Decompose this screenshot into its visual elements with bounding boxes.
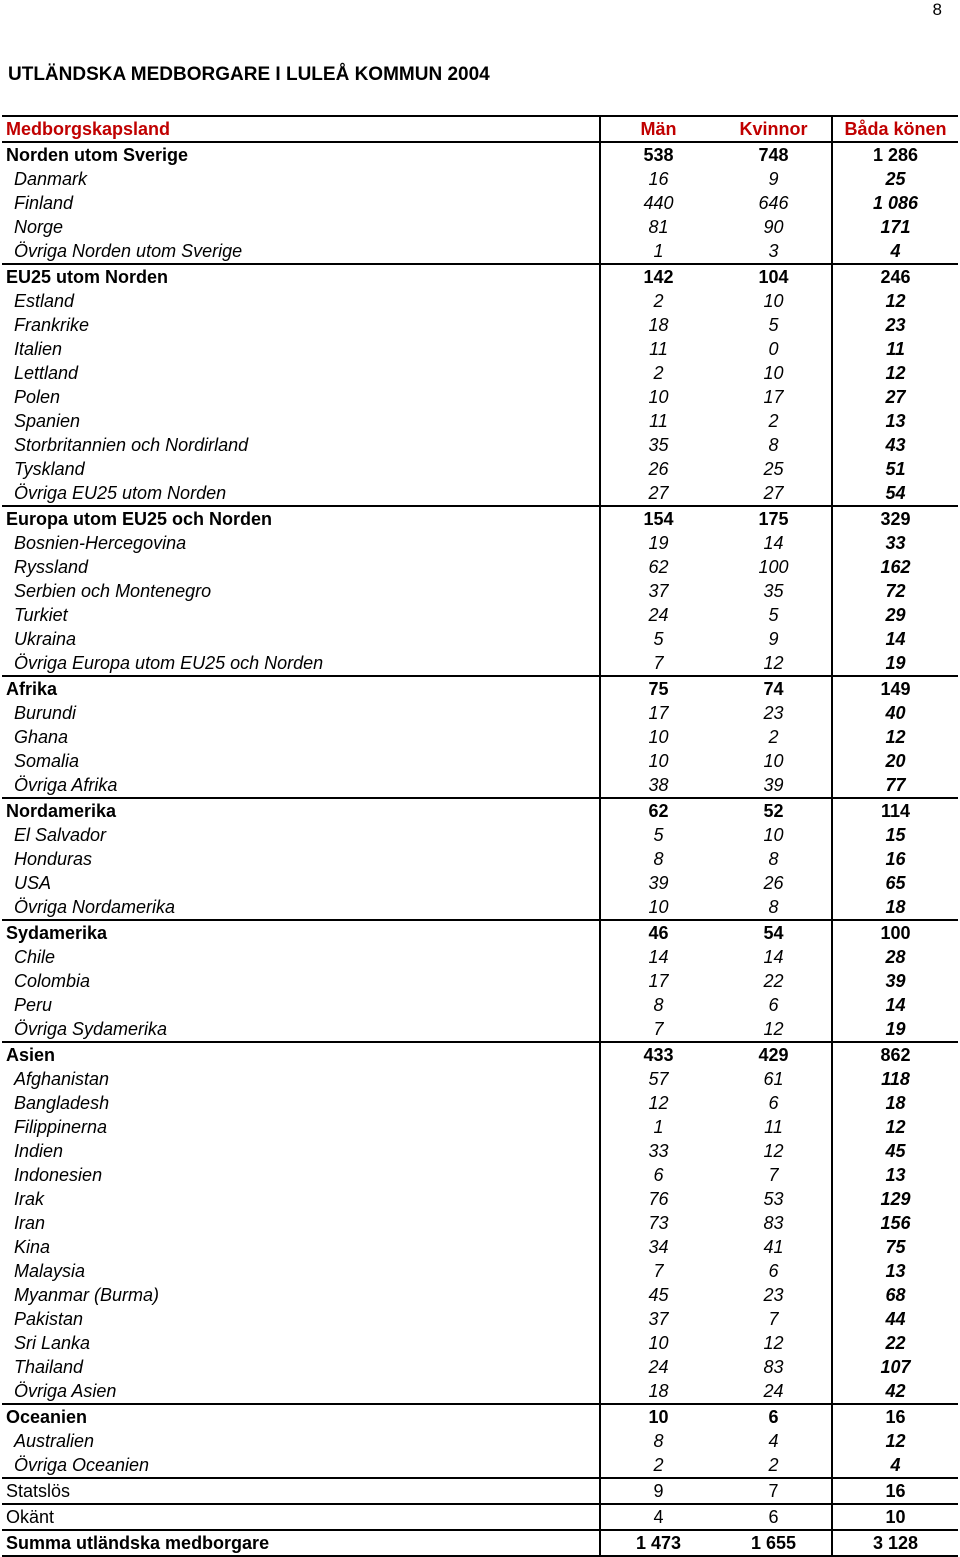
row-women-cell: 10 [763,291,784,311]
row-country-cell: Pakistan [14,1309,84,1329]
row-women-cell: 22 [763,971,784,991]
table-row [2,1283,958,1307]
row-women-cell: 8 [768,897,779,917]
table-group-row [2,798,958,823]
row-total-cell: 44 [832,1307,958,1331]
row-men-cell: 26 [600,457,716,481]
table-row [2,1379,958,1404]
row-men-cell: 34 [600,1235,716,1259]
table-header-row [2,116,958,142]
page-title: UTLÄNDSKA MEDBORGARE I LULEÅ KOMMUN 2004 [8,64,490,85]
row-men-cell: 10 [600,1331,716,1355]
row-women-cell: 26 [763,873,784,893]
row-country-cell: USA [14,873,52,893]
row-country-cell: Italien [14,339,63,359]
row-total-cell: 129 [832,1187,958,1211]
row-total-cell: 14 [832,627,958,651]
row-men-cell: 154 [600,506,716,531]
row-country-cell: Kina [14,1237,51,1257]
row-total-cell: 18 [832,895,958,920]
row-country-cell: Oceanien [2,1404,600,1429]
row-women-cell: 4 [768,1431,779,1451]
row-country-cell: Ukraina [14,629,77,649]
row-women-cell: 10 [763,825,784,845]
row-men-cell: 17 [600,969,716,993]
row-country-cell: Summa utländska medborgare [2,1530,600,1556]
row-women-cell: 100 [758,557,789,577]
row-women-cell: 39 [763,775,784,795]
row-country-cell: Polen [14,387,61,407]
row-country-cell: Okänt [2,1504,600,1530]
row-total-cell: 22 [832,1331,958,1355]
row-women-cell: 83 [763,1213,784,1233]
row-country-cell: Ryssland [14,557,89,577]
row-country-cell: Övriga EU25 utom Norden [14,483,227,503]
row-men-cell: 7 [600,1259,716,1283]
row-total-cell: 15 [832,823,958,847]
row-women-cell: 1 655 [716,1530,832,1556]
row-men-cell: 46 [600,920,716,945]
table-row [2,1235,958,1259]
table-row [2,1211,958,1235]
row-total-cell: 68 [832,1283,958,1307]
row-men-cell: 62 [600,555,716,579]
row-men-cell: 12 [600,1091,716,1115]
row-men-cell: 8 [600,847,716,871]
row-men-cell: 8 [600,1429,716,1453]
table-row [2,1259,958,1283]
row-country-cell: Övriga Sydamerika [14,1019,168,1039]
row-women-cell: 10 [763,363,784,383]
table-row [2,749,958,773]
row-women-cell: 2 [768,411,779,431]
row-men-cell: 14 [600,945,716,969]
row-total-cell: 12 [832,289,958,313]
row-country-cell: Myanmar (Burma) [14,1285,160,1305]
table-row [2,1067,958,1091]
row-men-cell: 75 [600,676,716,701]
row-country-cell: El Salvador [14,825,107,845]
row-women-cell: 23 [763,1285,784,1305]
row-total-cell: 329 [832,506,958,531]
row-country-cell: Estland [14,291,75,311]
row-total-cell: 862 [832,1042,958,1067]
row-women-cell: 5 [768,605,779,625]
row-country-cell: Övriga Europa utom EU25 och Norden [14,653,324,673]
table-row [2,871,958,895]
row-men-cell: 11 [600,409,716,433]
table-row [2,1187,958,1211]
row-men-cell: 81 [600,215,716,239]
row-men-cell: 1 [600,1115,716,1139]
row-country-cell: Europa utom EU25 och Norden [2,506,600,531]
table-row [2,167,958,191]
table-row [2,239,958,264]
row-men-cell: 38 [600,773,716,798]
row-women-cell: 41 [763,1237,784,1257]
row-total-cell: 42 [832,1379,958,1404]
row-total-cell: 65 [832,871,958,895]
row-total-cell: 45 [832,1139,958,1163]
row-country-cell: Norden utom Sverige [2,142,600,167]
row-country-cell: Chile [14,947,56,967]
row-men-cell: 10 [600,725,716,749]
row-total-cell: 16 [832,847,958,871]
row-women-cell: 11 [764,1117,783,1137]
row-total-cell: 12 [832,361,958,385]
table-row [2,215,958,239]
row-country-cell: Tyskland [14,459,85,479]
table-row [2,313,958,337]
row-men-cell: 33 [600,1139,716,1163]
row-country-cell: Statslös [2,1478,600,1504]
row-men-cell: 9 [600,1478,716,1504]
table-row [2,289,958,313]
row-country-cell: Malaysia [14,1261,86,1281]
row-total-cell: 107 [832,1355,958,1379]
row-men-cell: 18 [600,313,716,337]
row-men-cell: 19 [600,531,716,555]
row-total-cell: 18 [832,1091,958,1115]
table-row [2,1307,958,1331]
table-row [2,725,958,749]
row-total-cell: 11 [832,337,958,361]
row-women-cell: 6 [716,1504,832,1530]
table-row [2,457,958,481]
row-women-cell: 52 [716,798,832,823]
row-women-cell: 5 [768,315,779,335]
table-row [2,579,958,603]
row-country-cell: Övriga Nordamerika [14,897,176,917]
table-row [2,555,958,579]
row-total-cell: 246 [832,264,958,289]
row-country-cell: Honduras [14,849,93,869]
row-country-cell: Thailand [14,1357,84,1377]
row-country-cell: Indonesien [14,1165,103,1185]
row-women-cell: 12 [763,653,784,673]
row-women-cell: 429 [716,1042,832,1067]
row-women-cell: 7 [716,1478,832,1504]
row-women-cell: 8 [768,849,779,869]
table-row [2,701,958,725]
row-women-cell: 8 [768,435,779,455]
row-total-cell: 10 [832,1504,958,1530]
column-header-total: Båda könen [832,116,958,142]
table-row [2,823,958,847]
row-total-cell: 156 [832,1211,958,1235]
row-women-cell: 104 [716,264,832,289]
row-men-cell: 35 [600,433,716,457]
row-men-cell: 17 [600,701,716,725]
row-country-cell: Indien [14,1141,64,1161]
row-men-cell: 37 [600,579,716,603]
row-total-cell: 3 128 [832,1530,958,1556]
row-men-cell: 10 [600,1404,716,1429]
row-country-cell: Spanien [14,411,81,431]
row-total-cell: 39 [832,969,958,993]
row-country-cell: Finland [14,193,74,213]
row-total-cell: 54 [832,481,958,506]
row-total-cell: 4 [832,1453,958,1478]
row-country-cell: Frankrike [14,315,90,335]
row-total-cell: 43 [832,433,958,457]
table-row [2,651,958,676]
table-row [2,1478,958,1504]
row-men-cell: 24 [600,1355,716,1379]
row-men-cell: 433 [600,1042,716,1067]
row-men-cell: 142 [600,264,716,289]
row-women-cell: 6 [768,1261,779,1281]
row-country-cell: Burundi [14,703,77,723]
row-total-cell: 12 [832,1115,958,1139]
row-women-cell: 10 [763,751,784,771]
table-summary-row [2,1530,958,1556]
row-total-cell: 12 [832,725,958,749]
row-men-cell: 39 [600,871,716,895]
row-total-cell: 1 086 [832,191,958,215]
table-group-row [2,920,958,945]
table-row [2,191,958,215]
row-men-cell: 7 [600,1017,716,1042]
column-header-country: Medborgskapsland [2,116,600,142]
row-total-cell: 100 [832,920,958,945]
table-row [2,1331,958,1355]
table-row [2,1091,958,1115]
row-women-cell: 2 [768,1455,779,1475]
row-men-cell: 2 [600,361,716,385]
row-women-cell: 25 [763,459,784,479]
row-country-cell: Övriga Asien [14,1381,117,1401]
column-header-women: Kvinnor [716,116,832,142]
row-women-cell: 12 [763,1333,784,1353]
row-total-cell: 72 [832,579,958,603]
row-total-cell: 12 [832,1429,958,1453]
table-row [2,945,958,969]
row-men-cell: 73 [600,1211,716,1235]
table-row [2,337,958,361]
row-total-cell: 51 [832,457,958,481]
row-total-cell: 149 [832,676,958,701]
row-women-cell: 14 [763,533,784,553]
row-total-cell: 1 286 [832,142,958,167]
row-men-cell: 538 [600,142,716,167]
table-row [2,361,958,385]
table-row [2,1453,958,1478]
row-total-cell: 19 [832,1017,958,1042]
row-men-cell: 37 [600,1307,716,1331]
row-total-cell: 16 [832,1478,958,1504]
row-women-cell: 17 [763,387,784,407]
row-total-cell: 171 [832,215,958,239]
row-country-cell: Sydamerika [2,920,600,945]
row-country-cell: Filippinerna [14,1117,108,1137]
row-country-cell: Norge [14,217,64,237]
row-country-cell: Nordamerika [2,798,600,823]
row-women-cell: 14 [763,947,784,967]
row-total-cell: 13 [832,1259,958,1283]
table-row [2,773,958,798]
row-men-cell: 18 [600,1379,716,1404]
row-women-cell: 12 [763,1019,784,1039]
row-country-cell: Somalia [14,751,80,771]
row-women-cell: 748 [716,142,832,167]
row-men-cell: 10 [600,895,716,920]
table-group-row [2,676,958,701]
row-women-cell: 9 [768,629,779,649]
row-women-cell: 74 [716,676,832,701]
row-men-cell: 8 [600,993,716,1017]
row-total-cell: 29 [832,603,958,627]
table-row [2,1355,958,1379]
row-men-cell: 1 473 [600,1530,716,1556]
row-country-cell: Övriga Norden utom Sverige [14,241,243,261]
row-women-cell: 2 [768,727,779,747]
table-group-row [2,1042,958,1067]
row-total-cell: 27 [832,385,958,409]
table-row [2,895,958,920]
table-group-row [2,142,958,167]
table-body [2,142,958,1556]
row-country-cell: EU25 utom Norden [2,264,600,289]
row-women-cell: 83 [763,1357,784,1377]
table-row [2,1017,958,1042]
row-country-cell: Australien [14,1431,95,1451]
row-total-cell: 25 [832,167,958,191]
row-country-cell: Afrika [2,676,600,701]
row-total-cell: 23 [832,313,958,337]
row-women-cell: 12 [763,1141,784,1161]
row-women-cell: 6 [768,995,779,1015]
row-men-cell: 16 [600,167,716,191]
row-total-cell: 19 [832,651,958,676]
row-women-cell: 6 [716,1404,832,1429]
table-row [2,1504,958,1530]
row-women-cell: 24 [763,1381,784,1401]
table-row [2,531,958,555]
row-men-cell: 76 [600,1187,716,1211]
row-women-cell: 0 [768,339,779,359]
table-group-row [2,506,958,531]
row-total-cell: 16 [832,1404,958,1429]
table-row [2,1115,958,1139]
row-men-cell: 11 [600,337,716,361]
row-men-cell: 1 [600,239,716,264]
row-country-cell: Ghana [14,727,69,747]
table-row [2,993,958,1017]
row-country-cell: Iran [14,1213,46,1233]
citizenship-table [2,115,958,1557]
row-country-cell: Serbien och Montenegro [14,581,212,601]
row-women-cell: 7 [768,1165,779,1185]
row-total-cell: 118 [832,1067,958,1091]
table-row [2,603,958,627]
row-country-cell: Turkiet [14,605,68,625]
row-men-cell: 10 [600,385,716,409]
row-women-cell: 90 [763,217,784,237]
row-total-cell: 114 [832,798,958,823]
row-women-cell: 27 [763,483,784,503]
row-total-cell: 4 [832,239,958,264]
row-total-cell: 75 [832,1235,958,1259]
row-country-cell: Storbritannien och Nordirland [14,435,249,455]
row-men-cell: 27 [600,481,716,506]
row-men-cell: 5 [600,823,716,847]
table-row [2,409,958,433]
row-men-cell: 62 [600,798,716,823]
row-country-cell: Irak [14,1189,45,1209]
row-women-cell: 23 [763,703,784,723]
row-men-cell: 6 [600,1163,716,1187]
row-total-cell: 162 [832,555,958,579]
row-total-cell: 28 [832,945,958,969]
row-men-cell: 45 [600,1283,716,1307]
row-men-cell: 440 [600,191,716,215]
row-men-cell: 2 [600,1453,716,1478]
row-women-cell: 6 [768,1093,779,1113]
table-group-row [2,264,958,289]
table-row [2,627,958,651]
row-total-cell: 77 [832,773,958,798]
row-country-cell: Colombia [14,971,91,991]
table-group-row [2,1404,958,1429]
table-row [2,847,958,871]
row-country-cell: Bosnien-Hercegovina [14,533,187,553]
row-country-cell: Afghanistan [14,1069,110,1089]
row-men-cell: 5 [600,627,716,651]
row-men-cell: 10 [600,749,716,773]
table-row [2,433,958,457]
row-total-cell: 40 [832,701,958,725]
row-total-cell: 13 [832,1163,958,1187]
table-row [2,1139,958,1163]
row-men-cell: 57 [600,1067,716,1091]
row-women-cell: 61 [763,1069,784,1089]
row-men-cell: 4 [600,1504,716,1530]
row-men-cell: 2 [600,289,716,313]
row-total-cell: 14 [832,993,958,1017]
table-row [2,481,958,506]
table-row [2,385,958,409]
row-country-cell: Peru [14,995,53,1015]
page-number: 8 [932,0,942,19]
row-country-cell: Danmark [14,169,88,189]
row-country-cell: Övriga Afrika [14,775,118,795]
row-men-cell: 24 [600,603,716,627]
row-women-cell: 7 [768,1309,779,1329]
table-row [2,1429,958,1453]
row-women-cell: 9 [768,169,779,189]
table-row [2,1163,958,1187]
row-women-cell: 3 [768,241,779,261]
row-country-cell: Sri Lanka [14,1333,91,1353]
row-country-cell: Asien [2,1042,600,1067]
row-women-cell: 35 [763,581,784,601]
column-header-men: Män [600,116,716,142]
row-country-cell: Lettland [14,363,79,383]
row-country-cell: Bangladesh [14,1093,110,1113]
row-women-cell: 54 [716,920,832,945]
row-total-cell: 20 [832,749,958,773]
row-men-cell: 7 [600,651,716,676]
row-women-cell: 646 [758,193,789,213]
row-women-cell: 175 [716,506,832,531]
row-country-cell: Övriga Oceanien [14,1455,150,1475]
row-women-cell: 53 [763,1189,784,1209]
table-row [2,969,958,993]
row-total-cell: 33 [832,531,958,555]
row-total-cell: 13 [832,409,958,433]
